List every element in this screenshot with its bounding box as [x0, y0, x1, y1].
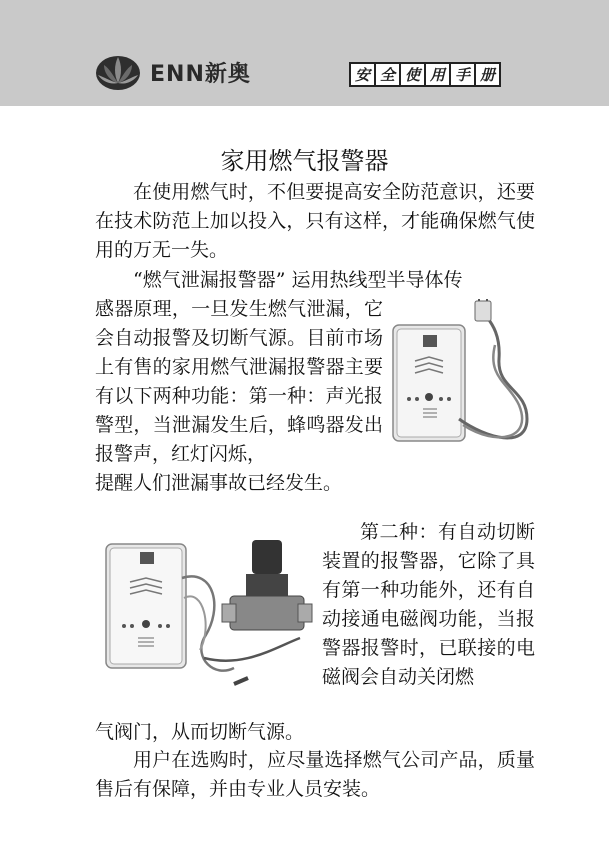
paragraph-principle-tail: 提醒人们泄漏事故已经发生。 — [95, 472, 343, 494]
manual-char: 全 — [374, 62, 401, 87]
paragraph-second-type: 第二种：有自动切断装置的报警器，它除了具有第一种功能外，还有自动接通电磁阀功能，当报警器报警时，已联接的电磁阀会自动关闭燃 — [322, 521, 535, 688]
manual-char: 安 — [349, 62, 376, 87]
paragraph-principle-first-line: “燃气泄漏报警器” 运用热线型半导体传 — [133, 269, 463, 291]
page-header — [0, 0, 609, 106]
paragraph-principle-wrap: 感器原理，一旦发生燃气泄漏，它会自动报警及切断气源。目前市场上有售的家用燃气泄漏报警器主要有以下两种功能：第一种：声光报警型，当泄漏发生后，蜂鸣器发出报警声，红灯闪烁， — [95, 298, 383, 465]
paragraph-purchase-advice: 用户在选购时，应尽量选择燃气公司产品，质量售后有保障，并由专业人员安装。 — [95, 749, 535, 800]
gas-alarm-device-image — [387, 299, 532, 462]
paragraph-second-type-end: 气阀门，从而切断气源。 — [95, 721, 305, 743]
brand-name: ENN新奥 — [150, 62, 251, 87]
manual-label — [349, 62, 499, 87]
manual-char: 使 — [399, 62, 426, 87]
manual-char: 手 — [449, 62, 476, 87]
manual-char: 册 — [474, 62, 501, 87]
enn-logo-icon — [94, 51, 142, 91]
page-title: 家用燃气报警器 — [220, 147, 389, 175]
alarm-with-valve-image — [104, 538, 314, 690]
manual-char: 用 — [424, 62, 451, 87]
paragraph-intro: 在使用燃气时，不但要提高安全防范意识，还要在技术防范上加以投入，只有这样，才能确保燃气使用的万无一失。 — [95, 181, 535, 261]
